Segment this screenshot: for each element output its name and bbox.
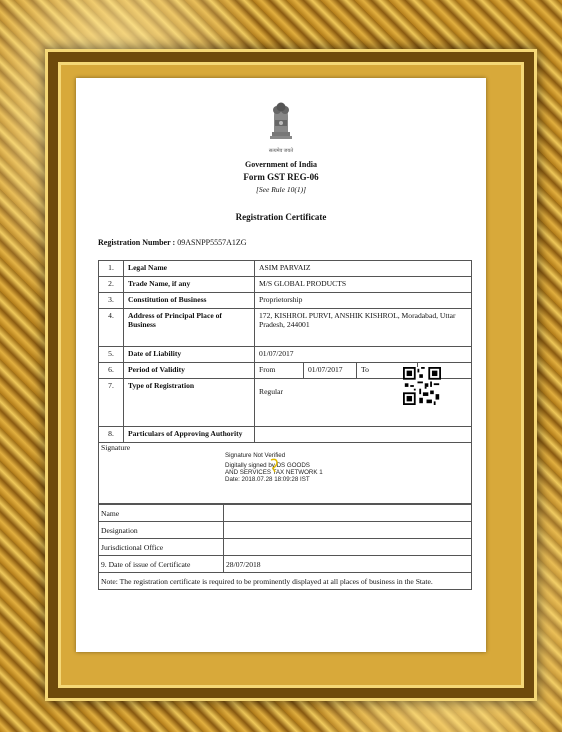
row-label: Particulars of Approving Authority	[124, 427, 255, 443]
row-value: 28/07/2018	[224, 556, 472, 573]
row-value: ASIM PARVAIZ	[255, 261, 472, 277]
certificate-paper	[76, 78, 486, 652]
registration-number-label: Registration Number :	[98, 238, 176, 247]
rule-reference: [See Rule 10(1)]	[256, 185, 306, 194]
validity-to-label: To	[357, 363, 418, 379]
row-number: 8.	[99, 427, 124, 443]
table-row	[99, 556, 472, 573]
form-heading: Form GST REG-06	[243, 172, 319, 182]
row-label: Designation	[99, 522, 224, 539]
row-value: 172, KISHROL PURVI, ANSHIK KISHROL, Moradabad, Uttar Pradesh, 244001	[255, 309, 472, 347]
row-number: 5.	[99, 347, 124, 363]
row-value: Proprietorship	[255, 293, 472, 309]
row-number: 4.	[99, 309, 124, 347]
row-number: 1.	[99, 261, 124, 277]
row-value: 01/07/2017	[255, 347, 472, 363]
row-label: Constitution of Business	[124, 293, 255, 309]
table-row	[99, 522, 472, 539]
verification-tick-icon	[269, 457, 279, 473]
signature-line-1: Digitally signed by DS GOODS	[225, 462, 310, 469]
row-number: 3.	[99, 293, 124, 309]
table-row	[99, 573, 472, 590]
signature-block	[98, 439, 472, 504]
row-value	[224, 505, 472, 522]
row-label: Jurisdictional Office	[99, 539, 224, 556]
certificate-title: Registration Certificate	[235, 212, 327, 222]
row-label: Address of Principal Place of Business	[124, 309, 255, 347]
row-value	[224, 522, 472, 539]
registration-number-value: 09ASNPP5557A1ZG	[177, 238, 247, 247]
row-value	[224, 539, 472, 556]
row-label: Trade Name, if any	[124, 277, 255, 293]
table-row	[99, 293, 472, 309]
note-text: Note: The registration certificate is required to be prominently displayed at all places of business in the State.	[99, 573, 472, 590]
table-row	[99, 347, 472, 363]
row-value-cell	[255, 379, 472, 427]
table-row	[99, 379, 472, 427]
table-row	[99, 309, 472, 347]
table-row	[99, 277, 472, 293]
validity-from-label: From	[255, 363, 304, 379]
row-label: Name	[99, 505, 224, 522]
table-row	[99, 505, 472, 522]
signature-label: Signature	[101, 443, 131, 452]
emblem-caption: सत्यमेव जयते	[268, 149, 294, 154]
row-number: 7.	[99, 379, 124, 427]
row-number: 6.	[99, 363, 124, 379]
row-number: 2.	[99, 277, 124, 293]
row-value: Regular	[259, 387, 284, 396]
row-label: Legal Name	[124, 261, 255, 277]
registration-number	[98, 238, 247, 247]
validity-from-value: 01/07/2017	[304, 363, 357, 379]
qr-code-icon	[403, 367, 441, 405]
signature-status: Signature Not Verified	[225, 452, 286, 459]
details-table	[98, 260, 472, 443]
row-label: Type of Registration	[124, 379, 255, 427]
signature-line-3: Date: 2018.07.28 18:09:28 IST	[225, 476, 310, 483]
table-row	[99, 539, 472, 556]
signature-line-2: AND SERVICES TAX NETWORK 1	[225, 469, 323, 476]
government-heading: Government of India	[245, 160, 317, 169]
national-emblem-icon	[266, 96, 296, 148]
row-label: 9. Date of issue of Certificate	[99, 556, 224, 573]
row-value: M/S GLOBAL PRODUCTS	[255, 277, 472, 293]
table-row	[99, 261, 472, 277]
row-label: Period of Validity	[124, 363, 255, 379]
authority-table	[98, 504, 472, 590]
row-label: Date of Liability	[124, 347, 255, 363]
